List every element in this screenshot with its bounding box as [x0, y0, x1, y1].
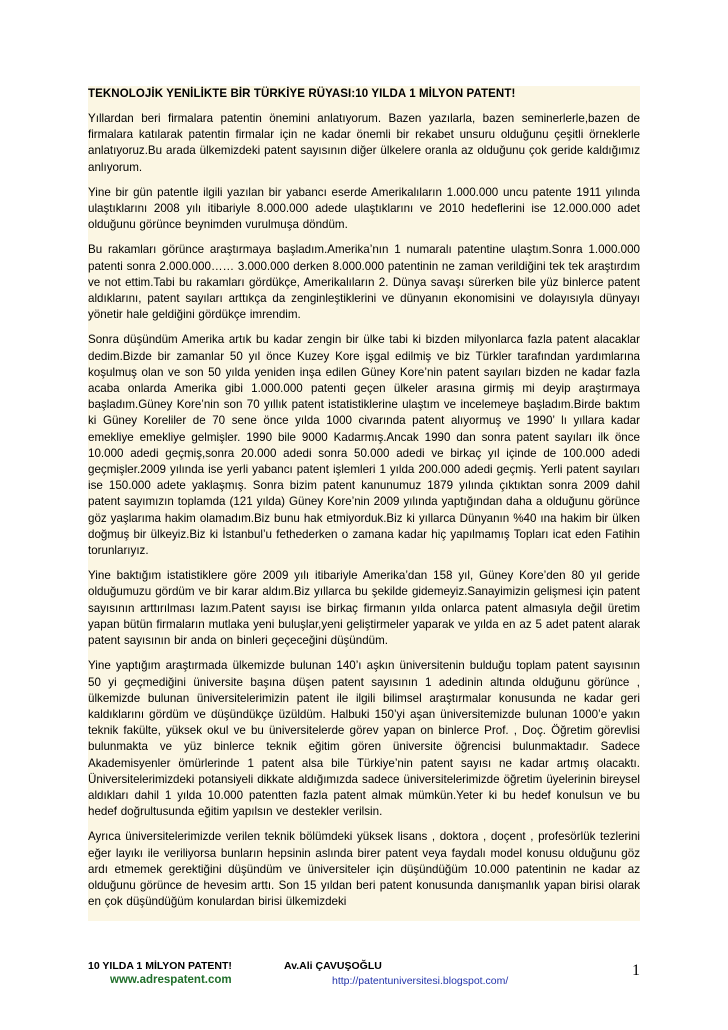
- document-body: [88, 86, 640, 921]
- page-number: 1: [632, 962, 640, 979]
- footer-blog-link[interactable]: http://patentuniversitesi.blogspot.com/: [332, 975, 509, 987]
- paragraph-3: Bu rakamları görünce araştırmaya başladım.Amerika’nın 1 numaralı patentine ulaştım.Sonra 1.000.000 patenti sonra 2.000.000…… 3.000.000 derken 8.000.000 patentinin ne zaman verildiğini tek tek araştırdım ve not ettim.Tabi bu rakamları gördükçe, Amerikalıların 2. Dünya savaşı sürerken bile yüz binlerce patent aldıklarını, patent sayıları arttıkça da zenginleştiklerini ve dünyanın ekonomisini ve dolayısıyla dünyayı yönetir hale geldiğini gördükçe imrendim.: [88, 243, 640, 322]
- paragraph-6: Yine yaptığım araştırmada ülkemizde bulunan 140’ı aşkın üniversitenin bulduğu toplam patent sayısının 50 yi geçmediğini üniversite başına düşen patent sayısının 1 adedinin altında olduğunu görünce , ülkemizde bulunan üniversitelerimizin patent ile ilgili bilimsel araştırmalar konusunda ne kadar geri kaldıklarını gördüm ve düşündükçe üzüldüm. Halbuki 150’yi aşan üniversitemizde bulunan 1000’e yakın teknik fakülte, yüksek okul ve bu üniversitelerde görev yapan on binlerce Prof. , Doç. Öğretim görevlisi bulunmakta ve yüz binlerce teknik eğitim gören üniversite öğrencisi bulunmaktadır. Sadece Akademisyenler ömürlerinde 1 patent alsa bile Türkiye’nin patent sayısı ne kadar artmış olacaktı. Üniversitelerimizdeki potansiyeli dikkate aldığımızda sadece üniversitelerimizde öğretim üyelerinin bireysel aldıkları dahil 1 yılda 10.000 patentten fazla patent almak mümkün.Yeter ki bu hedef konulsun ve bu hedef doğrultusunda eğitim yapılsın ve destekler verilsin.: [88, 659, 640, 819]
- footer-author: Av.Ali ÇAVUŞOĞLU: [284, 960, 382, 972]
- paragraph-5: Yine baktığım istatistiklere göre 2009 yılı itibariyle Amerika’dan 158 yıl, Güney Kore’den 80 yıl geride olduğumuzu gördüm ve bir karar aldım.Biz yıllarca bu şekilde gidemeyiz.Sanayimizin gelişmesi için patent sayısının arttırılması lazım.Patent sayısı ise birkaç firmanın yılda onlarca patent almasıyla değil üretim yapan bütün firmaların mutlaka yeni buluşlar,yeni geliştirmeler yaparak ve yılda en az 5 adet patent alarak patent sayısının bir anda on binleri geçeceğini düşündüm.: [88, 569, 640, 648]
- paragraph-4: Sonra düşündüm Amerika artık bu kadar zengin bir ülke tabi ki bizden milyonlarca fazla patent alacaklar dedim.Bizde bir zamanlar 50 yıl önce Kuzey Kore işgal edilmiş ve biz Türkler tarafından yardımlarına koşulmuş olan ve son 50 yılda yeniden inşa edilen Güney Kore’nin patent sayıları bizden ne kadar fazla acaba onlarda Amerika gibi 1.000.000 patenti geçen ülkeler arasına girmiş mi deyip araştırmaya başladım.Güney Kore’nin son 70 yıllık patent istatistiklerine ulaştım ve incelemeye başladım.Birde baktım ki Güney Koreliler de 70 sene önce yılda 1000 civarında patent alıyormuş ve 1990’ lı yıllara kadar emekliye emekliye gelmişler. 1990 bile 9000 Kadarmış.Ancak 1990 dan sonra patent sayıları ilk önce 10.000 adedi geçmiş,sonra 20.000 adedi sonra 50.000 adedi ve birkaç yıl içinde de 100.000 adedi geçmişler.2009 yılında ise yerli yabancı patent işlemleri 1 yılda 200.000 adedi geçmiş. Yerli patent sayıları ise 150.000 adete yaklaşmış. Sonra bizim patent kanunumuz 1879 yılında çıktıktan sonra 2009 dahil patent sayımızın toplamda (121 yılda) Güney Kore’nin 2009 yılında yaptığından daha a olduğunu görünce göz yaşlarıma hakim olamadım.Biz bunu hak etmiyorduk.Biz ki yıllarca Dünyanın %40 ına hakim bir ülken doğmuş bir ülkeyiz.Biz ki İstanbul’u fethederken o zamana kadar hiç yapılmamış Topları icat eden Fatihin torunlarıyız.: [88, 333, 640, 558]
- paragraph-1: Yıllardan beri firmalara patentin önemini anlatıyorum. Bazen yazılarla, bazen seminerlerle,bazen de firmalara katılarak patentin firmalar için ne kadar önemli bir rekabet unsuru olduğunu çeşitli örneklerle anlatıyoruz.Bu arada ülkemizdeki patent sayısının diğer ülkelere oranla az olduğunu çok geride kaldığımız anlıyorum.: [88, 112, 640, 174]
- paragraph-2: Yine bir gün patentle ilgili yazılan bir yabancı eserde Amerikalıların 1.000.000 uncu patente 1911 yılında ulaştıklarını 2008 yılı itibariyle 8.000.000 adede ulaştıklarını ve 2010 hedeflerini ise 12.000.000 adet olduğunu görünce beynimden vurulmuşa döndüm.: [88, 185, 640, 232]
- paragraph-7: Ayrıca üniversitelerimizde verilen teknik bölümdeki yüksek lisans , doktora , doçent , profesörlük tezlerini eğer layıkı ile veriliyorsa bunların hepsinin aslında birer patent veya faydalı model konusu olduğunu göz ardı etmemek gerektiğini düşündüm ve üniversiteler için düşündüğüm 10.000 patentinin ne kadar az olduğunu görünce de hevesim arttı. Son 15 yıldan beri patent konusunda danışmanlık yapan birisi olarak en çok düşündüğüm konulardan birisi ülkemizdeki: [88, 830, 640, 909]
- page-footer: [88, 960, 640, 1000]
- footer-title: 10 YILDA 1 MİLYON PATENT!: [88, 960, 232, 972]
- footer-website-link[interactable]: www.adrespatent.com: [110, 974, 232, 986]
- document-title: TEKNOLOJİK YENİLİKTE BİR TÜRKİYE RÜYASI:10 YILDA 1 MİLYON PATENT!: [88, 88, 516, 100]
